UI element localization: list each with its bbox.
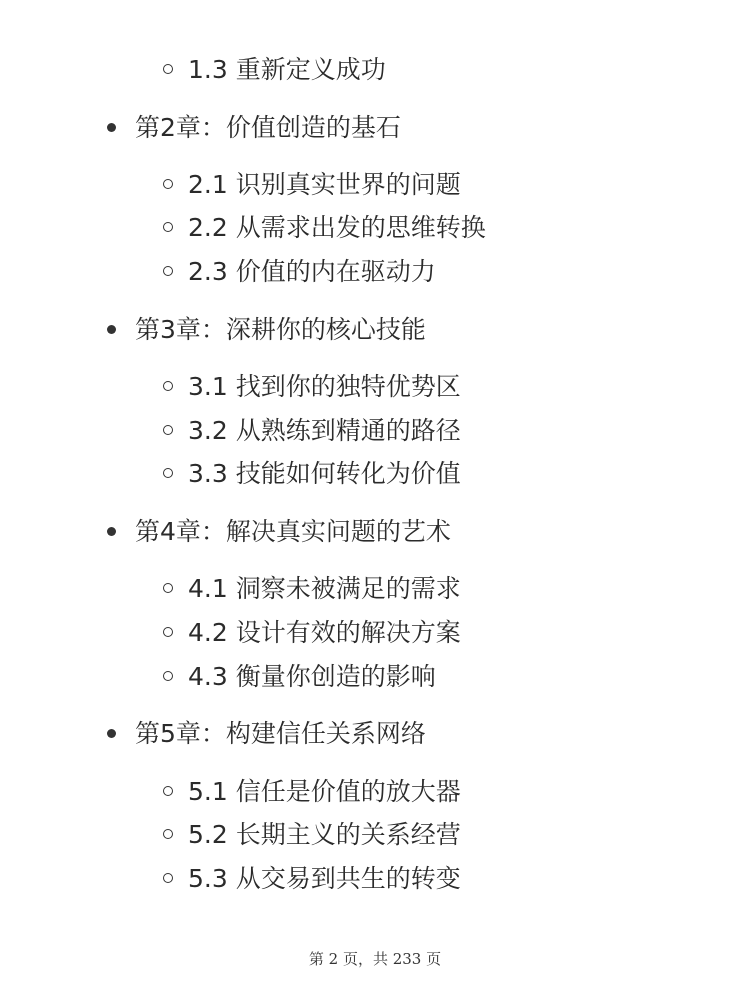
- hollow-bullet-icon: [163, 425, 173, 435]
- hollow-bullet-icon: [163, 583, 173, 593]
- toc-chapter-label: 第2章：价值创造的基石: [135, 113, 401, 142]
- toc-section-label: 3.2 从熟练到精通的路径: [188, 416, 461, 445]
- toc-section-item: [188, 256, 436, 288]
- toc-section-label: 4.2 设计有效的解决方案: [188, 618, 461, 647]
- hollow-bullet-icon: [163, 786, 173, 796]
- toc-chapter-item: [135, 314, 426, 346]
- toc-section-item: [188, 617, 461, 649]
- hollow-bullet-icon: [163, 64, 173, 74]
- toc-section-item: [188, 169, 461, 201]
- toc-chapter-label: 第5章：构建信任关系网络: [135, 719, 426, 748]
- toc-section-label: 2.1 识别真实世界的问题: [188, 170, 461, 199]
- toc-section-label: 1.3 重新定义成功: [188, 55, 386, 84]
- toc-section-item: [188, 371, 461, 403]
- hollow-bullet-icon: [163, 627, 173, 637]
- hollow-bullet-icon: [163, 222, 173, 232]
- toc-chapter-item: [135, 718, 426, 750]
- hollow-bullet-icon: [163, 179, 173, 189]
- toc-section-label: 4.1 洞察未被满足的需求: [188, 574, 461, 603]
- page-number-footer: 第 2 页，共 233 页: [308, 950, 442, 968]
- hollow-bullet-icon: [163, 671, 173, 681]
- filled-bullet-icon: [107, 527, 116, 536]
- toc-section-label: 5.3 从交易到共生的转变: [188, 864, 461, 893]
- toc-section-item: [188, 661, 436, 693]
- toc-section-item: [188, 573, 461, 605]
- toc-section-label: 2.2 从需求出发的思维转换: [188, 213, 486, 242]
- hollow-bullet-icon: [163, 873, 173, 883]
- toc-chapter-label: 第4章：解决真实问题的艺术: [135, 517, 451, 546]
- filled-bullet-icon: [107, 325, 116, 334]
- toc-section-item: [188, 458, 461, 490]
- toc-section-item: [188, 863, 461, 895]
- toc-section-label: 3.3 技能如何转化为价值: [188, 459, 461, 488]
- toc-chapter-item: [135, 112, 401, 144]
- filled-bullet-icon: [107, 729, 116, 738]
- filled-bullet-icon: [107, 123, 116, 132]
- toc-section-label: 3.1 找到你的独特优势区: [188, 372, 461, 401]
- hollow-bullet-icon: [163, 381, 173, 391]
- toc-section-item: [188, 415, 461, 447]
- toc-section-item: [188, 776, 461, 808]
- hollow-bullet-icon: [163, 468, 173, 478]
- toc-section-label: 2.3 价值的内在驱动力: [188, 257, 436, 286]
- toc-chapter-label: 第3章：深耕你的核心技能: [135, 315, 426, 344]
- toc-section-label: 4.3 衡量你创造的影响: [188, 662, 436, 691]
- toc-section-item: [188, 212, 486, 244]
- toc-section-item: [188, 819, 461, 851]
- toc-section-label: 5.1 信任是价值的放大器: [188, 777, 461, 806]
- hollow-bullet-icon: [163, 266, 173, 276]
- toc-section-item: [188, 54, 386, 86]
- toc-chapter-item: [135, 516, 451, 548]
- toc-section-label: 5.2 长期主义的关系经营: [188, 820, 461, 849]
- hollow-bullet-icon: [163, 829, 173, 839]
